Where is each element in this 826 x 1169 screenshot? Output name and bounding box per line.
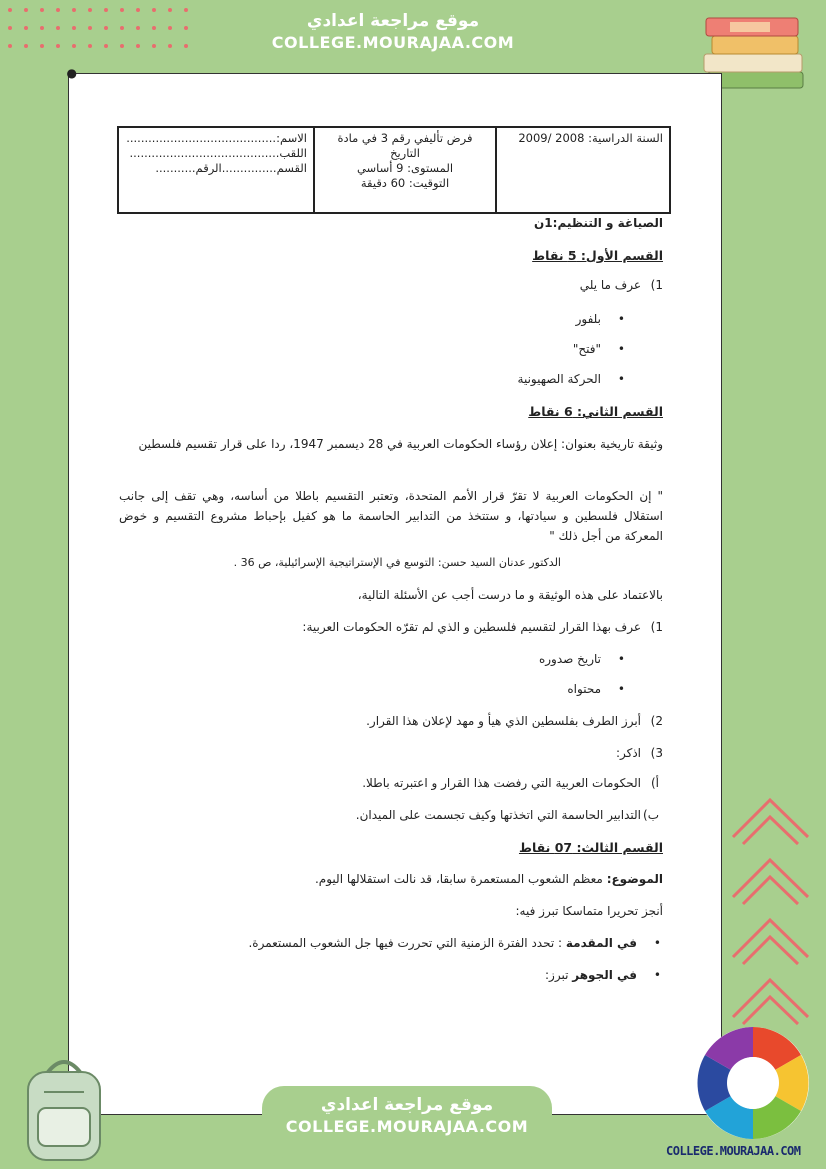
intro-label: في المقدمة — [565, 936, 637, 950]
exam-duration: التوقيت: 60 دقيقة — [360, 176, 450, 190]
decorative-dot — [88, 26, 92, 30]
part2-q1-number: 1) — [650, 620, 663, 634]
part2-q3-text: اذكر: — [615, 746, 641, 760]
body-label: في الجوهر — [572, 968, 637, 982]
decorative-dot — [184, 8, 188, 12]
decorative-dot — [136, 26, 140, 30]
top-banner-arabic: موقع مراجعة اعدادي — [306, 11, 480, 31]
decorative-dot — [104, 8, 108, 12]
student-surname-field[interactable]: اللقب......................................... — [129, 146, 307, 160]
part2-q2-number: 2) — [650, 714, 663, 728]
decorative-dot — [152, 8, 156, 12]
decorative-dots — [8, 8, 198, 53]
part3-intro — [248, 936, 637, 950]
decorative-dot — [136, 44, 140, 48]
decorative-dot — [168, 26, 172, 30]
part2-q1-text: عرف بهذا القرار لتقسيم فلسطين و الذي لم تقرّه الحكومات العربية: — [302, 620, 641, 634]
student-name-field[interactable]: الاسم:......................................... — [126, 131, 307, 145]
decorative-dot — [168, 44, 172, 48]
document-source: الدكتور عدنان السيد حسن: التوسع في الإستراتيجية الإسرائيلية، ص 36 . — [233, 556, 561, 569]
part1-item: بلفور • — [576, 312, 601, 326]
decorative-dot — [56, 44, 60, 48]
decorative-dot — [40, 26, 44, 30]
student-section-field[interactable]: القسم...............الرقم........... — [155, 161, 307, 175]
part2-q3a-text: الحكومات العربية التي رفضت هذا القرار و اعتبرته باطلا. — [362, 776, 641, 790]
decorative-dot — [168, 8, 172, 12]
part1-q1-text: عرف ما يلي — [579, 278, 641, 292]
body-text: تبرز: — [544, 968, 569, 982]
school-year: السنة الدراسية: 2008 /2009 — [518, 131, 663, 145]
header-student-cell — [118, 127, 314, 213]
decorative-dot — [88, 8, 92, 12]
header-table — [117, 126, 671, 214]
decorative-dot — [24, 8, 28, 12]
zigzag-decoration — [728, 852, 813, 912]
zigzag-decoration — [728, 972, 813, 1032]
part2-q2-text: أبرز الطرف بفلسطين الذي هيأ و مهد لإعلان هذا القرار. — [366, 714, 641, 728]
part2-q3a-letter: أ) — [650, 776, 659, 790]
decorative-dot — [56, 26, 60, 30]
decorative-dot — [104, 44, 108, 48]
decorative-dot — [40, 8, 44, 12]
part1-item: الحركة الصهيونية • — [518, 372, 601, 386]
decorative-dot — [88, 44, 92, 48]
header-year-cell — [496, 127, 670, 213]
decorative-dot — [184, 26, 188, 30]
decorative-dot — [8, 26, 12, 30]
decorative-dot — [120, 26, 124, 30]
logo-url[interactable]: COLLEGE.MOURAJAA.COM — [666, 1144, 801, 1158]
top-banner-url[interactable]: COLLEGE.MOURAJAA.COM — [271, 33, 515, 52]
part1-item: "فتح" • — [573, 342, 601, 356]
part3-instruction: أنجز تحريرا متماسكا تبرز فيه: — [515, 904, 663, 918]
part3-topic — [119, 872, 663, 886]
decorative-dot — [56, 8, 60, 12]
decorative-dot — [184, 44, 188, 48]
exam-level: المستوى: 9 أساسي — [356, 161, 454, 175]
part2-q3-number: 3) — [650, 746, 663, 760]
document-title: وثيقة تاريخية بعنوان: إعلان رؤساء الحكومات العربية في 28 ديسمبر 1947، ردا على قرار تقسيم فلسطين — [138, 437, 663, 451]
part2-instruction: بالاعتماد على هذه الوثيقة و ما درست أجب عن الأسئلة التالية، — [357, 588, 663, 602]
zigzag-decoration — [728, 792, 813, 852]
corner-mark: ● — [66, 66, 77, 80]
document-quote: " إن الحكومات العربية لا تقرّ قرار الأمم المتحدة، وتعتبر التقسيم باطلا من أساسه، وهي تقف إلى جانب استقلال فلسطين و سيادتها، و ستتخذ من التدابير الحاسمة ما هو كفيل بإحباط مشروع التقسيم و خوض المعركة من أجل ذلك " — [119, 489, 663, 543]
formatting-note: الصياغة و التنظيم:1ن — [534, 216, 663, 230]
decorative-dot — [72, 8, 76, 12]
part2-q1-item: محتواه • — [567, 682, 601, 696]
site-logo-icon — [694, 1024, 812, 1142]
part2-q3b-letter: ب) — [643, 808, 659, 822]
document-page — [66, 66, 722, 1115]
zigzag-decoration — [728, 912, 813, 972]
backpack-illustration — [14, 1052, 114, 1164]
bottom-banner — [262, 1086, 552, 1158]
part2-title: القسم الثاني: 6 نقاط — [528, 404, 663, 419]
decorative-dot — [120, 8, 124, 12]
decorative-dot — [152, 44, 156, 48]
decorative-dot — [72, 44, 76, 48]
decorative-dot — [72, 26, 76, 30]
decorative-dot — [136, 8, 140, 12]
part2-q1-item: تاريخ صدوره • — [539, 652, 601, 666]
decorative-dot — [8, 44, 12, 48]
part2-q3b-text: التدابير الحاسمة التي اتخذتها وكيف تجسمت على الميدان. — [355, 808, 641, 822]
part1-q1-number: 1) — [650, 278, 663, 292]
top-banner — [262, 2, 524, 60]
topic-label: الموضوع: — [606, 872, 663, 886]
decorative-dot — [8, 8, 12, 12]
decorative-dot — [120, 44, 124, 48]
exam-title: فرض تأليفي رقم 3 في مادة التاريخ — [337, 131, 473, 160]
bottom-banner-url[interactable]: COLLEGE.MOURAJAA.COM — [285, 1117, 529, 1136]
decorative-dot — [40, 44, 44, 48]
part1-title: القسم الأول: 5 نقاط — [532, 248, 663, 263]
part3-body — [545, 968, 637, 982]
decorative-dot — [152, 26, 156, 30]
decorative-dot — [24, 44, 28, 48]
decorative-dot — [24, 26, 28, 30]
bottom-banner-arabic: موقع مراجعة اعدادي — [320, 1095, 494, 1115]
part3-title: القسم الثالث: 07 نقاط — [518, 840, 663, 855]
topic-text: معظم الشعوب المستعمرة سابقا، قد نالت استقلالها اليوم. — [314, 872, 603, 886]
header-exam-cell — [314, 127, 496, 213]
intro-text: : تحدد الفترة الزمنية التي تحررت فيها جل الشعوب المستعمرة. — [248, 936, 563, 950]
decorative-dot — [104, 26, 108, 30]
